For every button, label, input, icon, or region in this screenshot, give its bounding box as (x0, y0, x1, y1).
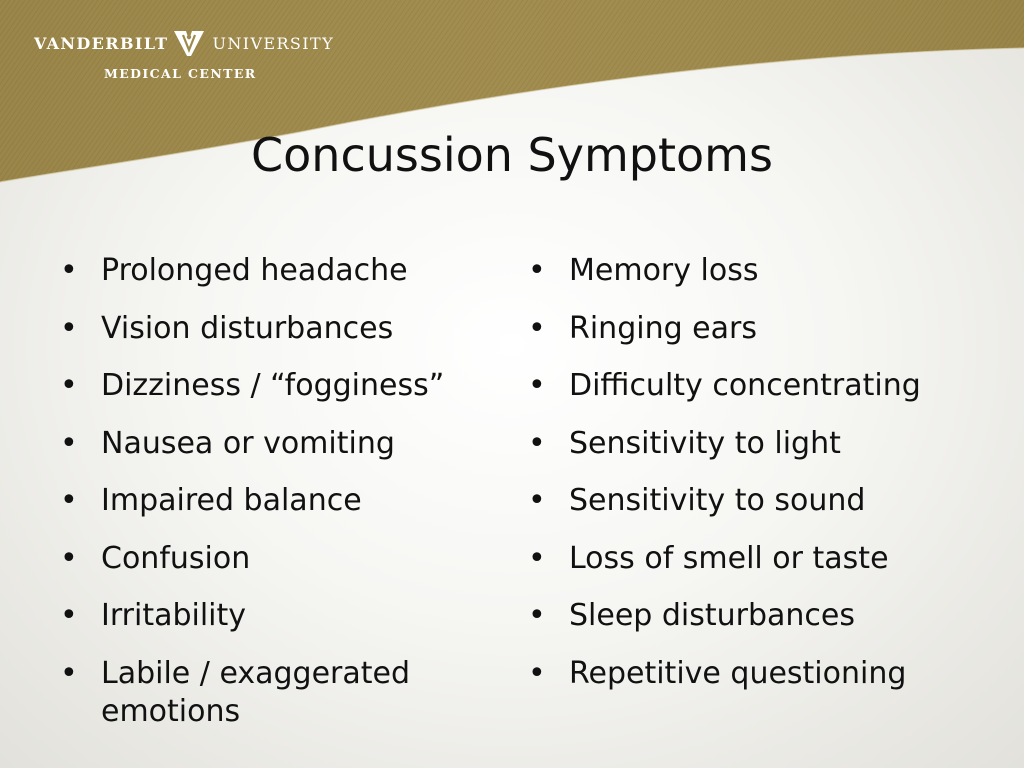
bullet-icon: • (60, 483, 78, 518)
list-item (60, 367, 500, 405)
symptom-text: Sensitivity to light (569, 425, 841, 461)
list-item (60, 482, 500, 520)
bullet-icon: • (528, 425, 546, 461)
bullet-icon: • (528, 253, 546, 288)
list-item (528, 367, 998, 405)
bullet-icon: • (528, 598, 546, 633)
symptom-text: Loss of smell or taste (569, 540, 889, 576)
logo-vanderbilt-text: VANDERBILT (34, 33, 169, 53)
list-item (528, 482, 998, 520)
logo[interactable] (34, 28, 334, 58)
logo-university-text: UNIVERSITY (212, 33, 335, 53)
symptom-text: Ringing ears (569, 310, 757, 346)
list-item (528, 252, 998, 290)
symptom-text: Irritability (101, 598, 247, 633)
symptom-text: Difficulty concentrating (569, 368, 921, 403)
vanderbilt-v-oak-leaf-icon (172, 28, 206, 58)
symptom-text: Memory loss (569, 253, 759, 288)
symptom-text: Labile / exaggerated emotions (101, 655, 411, 729)
list-item (60, 540, 500, 578)
bullet-icon: • (528, 483, 546, 518)
list-item (60, 425, 500, 463)
list-item (60, 597, 500, 635)
symptom-list-left (60, 252, 500, 750)
symptom-text: Nausea or vomiting (101, 425, 395, 461)
bullet-icon: • (60, 540, 78, 576)
list-item (60, 252, 500, 290)
symptom-text: Impaired balance (101, 483, 362, 518)
bullet-icon: • (60, 253, 78, 288)
bullet-icon: • (60, 655, 78, 691)
symptom-text: Sensitivity to sound (569, 483, 866, 518)
bullet-icon: • (528, 368, 546, 403)
bullet-icon: • (60, 425, 78, 461)
bullet-icon: • (60, 598, 78, 633)
bullet-icon: • (528, 310, 546, 346)
list-item (528, 425, 998, 463)
slide-title: Concussion Symptoms (251, 128, 773, 182)
symptom-text: Repetitive questioning (569, 655, 907, 691)
symptom-text: Confusion (101, 540, 251, 576)
list-item (528, 597, 998, 635)
list-item (528, 655, 998, 693)
symptom-text: Dizziness / “fogginess” (101, 368, 445, 403)
list-item (528, 540, 998, 578)
symptom-text: Prolonged headache (101, 253, 408, 288)
bullet-icon: • (528, 655, 546, 691)
bullet-icon: • (528, 540, 546, 576)
list-item (60, 655, 500, 731)
symptom-text: Sleep disturbances (569, 598, 856, 633)
logo-medical-center-text: MEDICAL CENTER (104, 66, 257, 81)
bullet-icon: • (60, 368, 78, 403)
list-item (60, 310, 500, 348)
symptom-list-right (528, 252, 998, 712)
symptom-text: Vision disturbances (101, 310, 394, 346)
list-item (528, 310, 998, 348)
bullet-icon: • (60, 310, 78, 346)
